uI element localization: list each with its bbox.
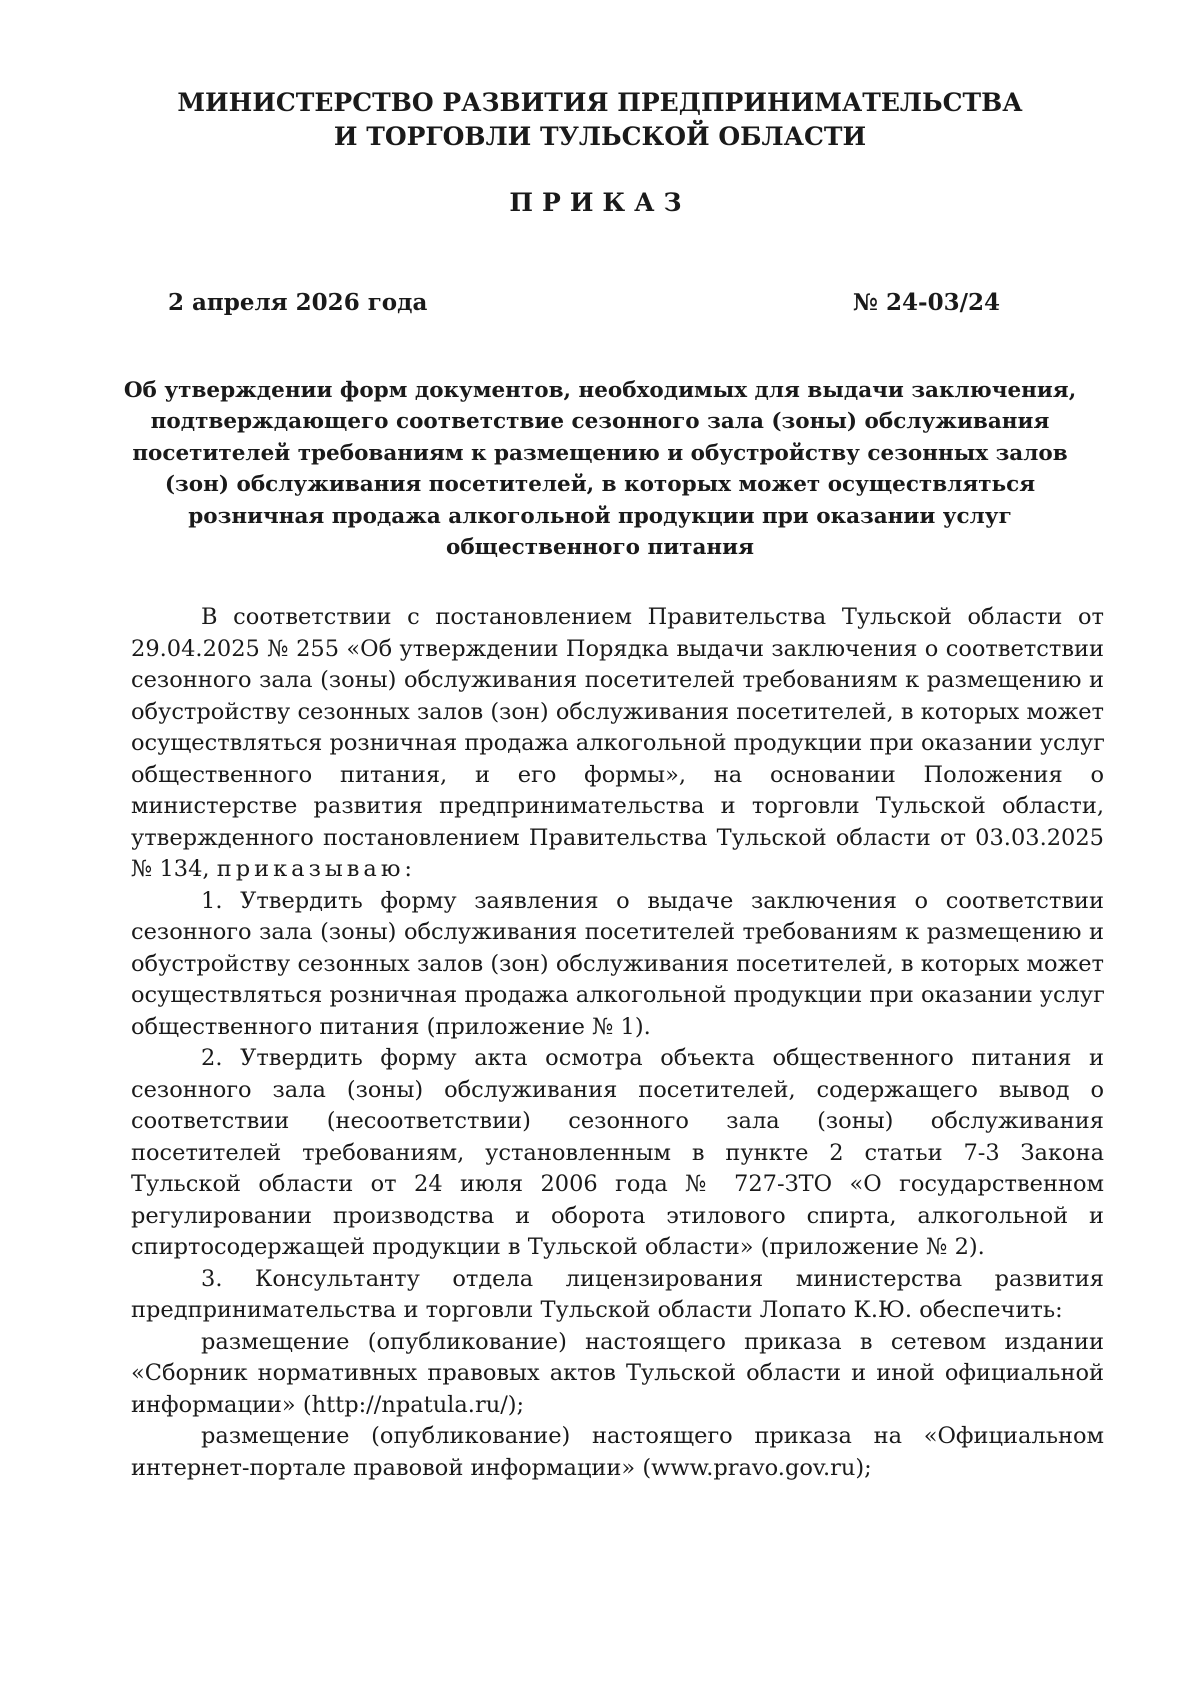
subject-line: Об утверждении форм документов, необходимых для выдачи заключения, [123, 378, 1077, 403]
subject-line: розничная продажа алкогольной продукции при оказании услуг [188, 503, 1012, 529]
preamble-last-text: № 134, [131, 856, 210, 882]
subject-line: подтверждающего соответствие сезонного зала (зоны) обслуживания [150, 409, 1050, 435]
item-3-line: 3. Консультанту отдела лицензирования министерства развития [201, 1265, 1104, 1292]
item-1-line: сезонного зала (зоны) обслуживания посетителей требованиям к размещению и [131, 919, 1104, 945]
item-2-line: регулировании производства и оборота этилового спирта, алкогольной и [131, 1202, 1104, 1229]
ministry-name-line-2: И ТОРГОВЛИ ТУЛЬСКОЙ ОБЛАСТИ [333, 122, 867, 151]
preamble-line: утвержденного постановлением Правительства Тульской области от 03.03.2025 [131, 824, 1104, 851]
item-3-line: предпринимательства и торговли Тульской области Лопато К.Ю. обеспечить: [131, 1297, 1063, 1323]
subject-line: общественного питания [446, 535, 754, 561]
item-2-line: соответствии (несоответствии) сезонного зала (зоны) обслуживания [131, 1108, 1104, 1134]
preamble-line: министерстве развития предпринимательства и торговли Тульской области, [131, 793, 1104, 819]
preamble-line: сезонного зала (зоны) обслуживания посетителей требованиям к размещению и [131, 667, 1104, 693]
ministry-name [100, 86, 1100, 154]
preamble-line: В соответствии с постановлением Правительства Тульской области от [201, 604, 1104, 630]
item-2-line: посетителей требованиям, установленным в пункте 2 статьи 7-3 Закона [131, 1139, 1104, 1166]
subitem-1-line: размещение (опубликование) настоящего приказа в сетевом издании [201, 1328, 1104, 1355]
item-1-line: обустройству сезонных залов (зон) обслуживания посетителей, в которых может [131, 950, 1104, 977]
item-2-line: сезонного зала (зоны) обслуживания посетителей, содержащего вывод о [131, 1076, 1104, 1103]
subject-line: (зон) обслуживания посетителей, в которых может осуществляться [164, 472, 1036, 498]
ministry-name-line-1: МИНИСТЕРСТВО РАЗВИТИЯ ПРЕДПРИНИМАТЕЛЬСТВА [177, 88, 1023, 117]
item-1-line: осуществляться розничная продажа алкогольной продукции при оказании услуг [131, 982, 1105, 1008]
item-2-line: спиртосодержащей продукции в Тульской области» (приложение № 2). [131, 1234, 985, 1260]
item-1-line: 1. Утвердить форму заявления о выдаче заключения о соответствии [201, 887, 1104, 914]
subitem-2-line: интернет-портале правовой информации» (www.pravo.gov.ru); [131, 1454, 872, 1481]
order-word: приказываю: [216, 856, 417, 882]
order-date: 2 апреля 2026 года [168, 289, 428, 316]
subject-line: посетителей требованиям к размещению и обустройству сезонных залов [132, 440, 1068, 466]
preamble-line: обустройству сезонных залов (зон) обслуживания посетителей, в которых может [131, 698, 1104, 725]
order-subject [100, 375, 1100, 563]
subitem-1-line: информации» (http://npatula.ru/); [131, 1391, 525, 1418]
preamble-line: общественного питания, и его формы», на основании Положения о [131, 761, 1104, 788]
document-type: ПРИКАЗ [509, 188, 691, 217]
order-number: № 24-03/24 [853, 289, 1000, 316]
subitem-2-line: размещение (опубликование) настоящего приказа на «Официальном [201, 1423, 1104, 1449]
item-1-line: общественного питания (приложение № 1). [131, 1013, 651, 1040]
preamble-line: осуществляться розничная продажа алкогольной продукции при оказании услуг [131, 730, 1105, 756]
order-body [131, 602, 1104, 1484]
preamble-line: 29.04.2025 № 255 «Об утверждении Порядка выдачи заключения о соответствии [131, 635, 1104, 662]
subitem-1-line: «Сборник нормативных правовых актов Тульской области и иной официальной [131, 1360, 1104, 1386]
item-2-line: Тульской области от 24 июля 2006 года № 727-ЗТО «О государственном [131, 1171, 1104, 1197]
preamble-last-line [131, 854, 1104, 886]
item-2-line: 2. Утвердить форму акта осмотра объекта общественного питания и [201, 1045, 1104, 1071]
